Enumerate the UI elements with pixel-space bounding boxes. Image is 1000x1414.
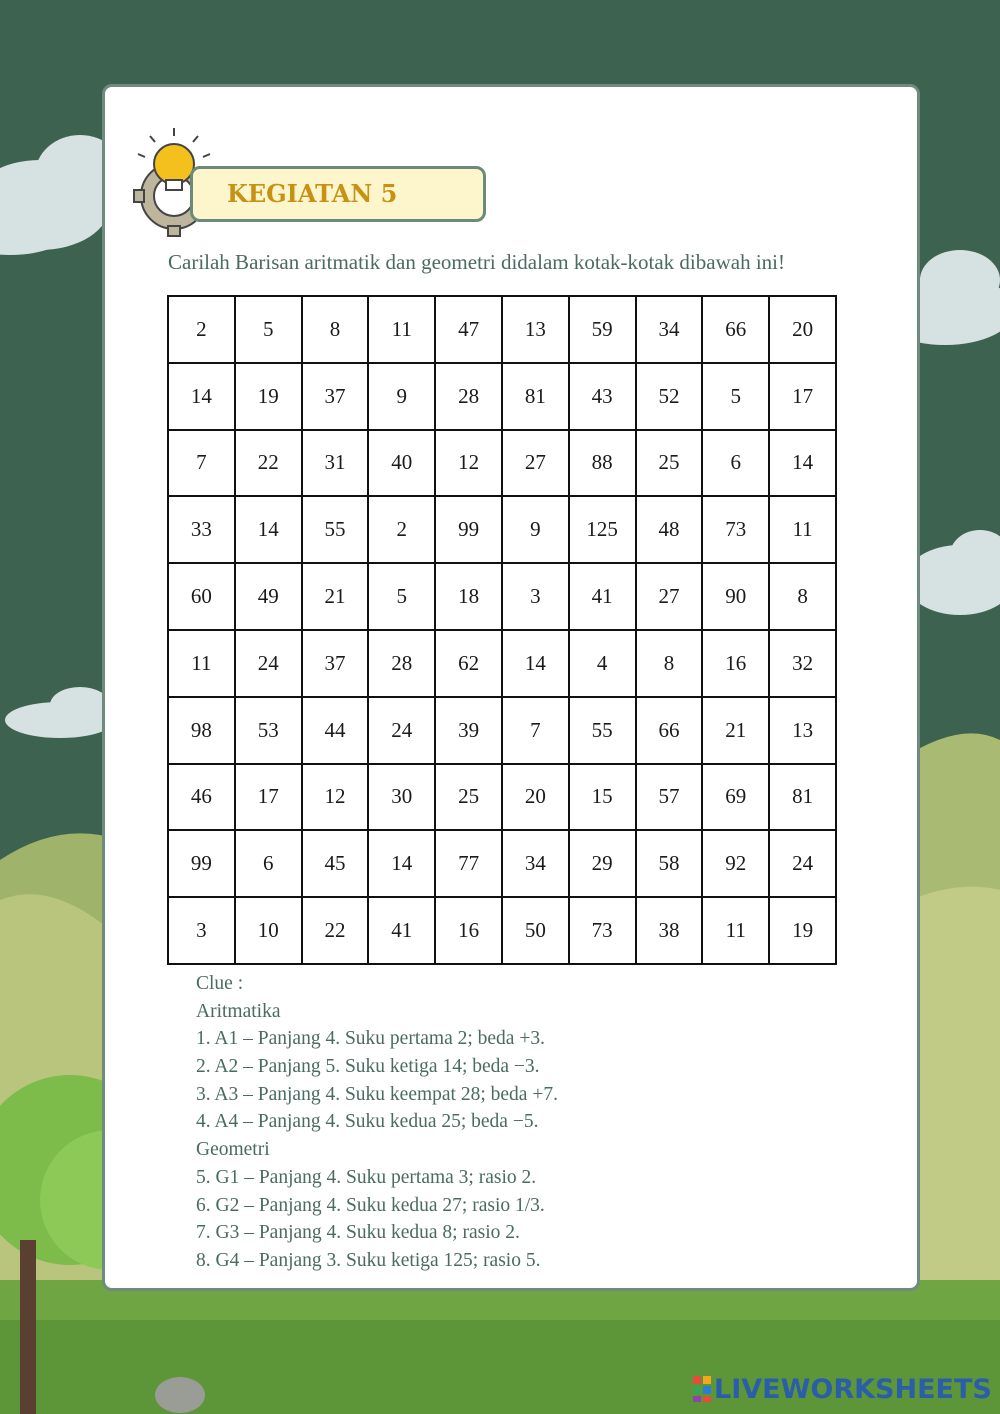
grid-cell[interactable]: 14 <box>235 496 302 563</box>
grid-cell[interactable]: 49 <box>235 563 302 630</box>
grid-row <box>168 630 836 697</box>
clue-item: 2. A2 – Panjang 5. Suku ketiga 14; beda −3. <box>196 1056 540 1078</box>
grid-cell[interactable]: 11 <box>702 897 769 964</box>
grid-cell[interactable]: 125 <box>569 496 636 563</box>
grid-row <box>168 496 836 563</box>
grid-cell[interactable]: 24 <box>368 697 435 764</box>
grid-cell[interactable]: 69 <box>702 764 769 831</box>
grid-row <box>168 830 836 897</box>
grid-cell[interactable]: 50 <box>502 897 569 964</box>
grid-cell[interactable]: 29 <box>569 830 636 897</box>
grid-cell[interactable]: 60 <box>168 563 235 630</box>
grid-cell[interactable]: 4 <box>569 630 636 697</box>
grid-cell[interactable]: 6 <box>702 430 769 497</box>
grid-cell[interactable]: 27 <box>502 430 569 497</box>
grid-cell[interactable]: 66 <box>636 697 703 764</box>
grid-cell[interactable]: 21 <box>302 563 369 630</box>
grid-cell[interactable]: 40 <box>368 430 435 497</box>
grid-cell[interactable]: 28 <box>368 630 435 697</box>
grid-cell[interactable]: 7 <box>168 430 235 497</box>
clue-item: 1. A1 – Panjang 4. Suku pertama 2; beda +3. <box>196 1028 545 1050</box>
clue-item: 5. G1 – Panjang 4. Suku pertama 3; rasio 2. <box>196 1166 537 1188</box>
arithmetic-heading: Aritmatika <box>196 1000 281 1022</box>
grid-cell[interactable]: 47 <box>435 296 502 363</box>
grid-cell[interactable]: 17 <box>235 764 302 831</box>
clue-section <box>196 970 816 1275</box>
grid-cell[interactable]: 34 <box>502 830 569 897</box>
grid-row <box>168 764 836 831</box>
grid-cell[interactable]: 52 <box>636 363 703 430</box>
grid-cell[interactable]: 37 <box>302 630 369 697</box>
grid-row <box>168 897 836 964</box>
grid-cell[interactable]: 22 <box>302 897 369 964</box>
grid-cell[interactable]: 90 <box>702 563 769 630</box>
grid-cell[interactable]: 88 <box>569 430 636 497</box>
grid-cell[interactable]: 13 <box>502 296 569 363</box>
grid-cell[interactable]: 14 <box>502 630 569 697</box>
grid-cell[interactable]: 11 <box>168 630 235 697</box>
brand-name: LIVEWORKSHEETS <box>714 1373 992 1405</box>
grid-row <box>168 296 836 363</box>
grid-cell[interactable]: 7 <box>502 697 569 764</box>
grid-cell[interactable]: 8 <box>769 563 836 630</box>
grid-cell[interactable]: 9 <box>368 363 435 430</box>
grid-cell[interactable]: 55 <box>302 496 369 563</box>
grid-cell[interactable]: 9 <box>502 496 569 563</box>
liveworksheets-logo[interactable] <box>692 1372 992 1406</box>
clue-item: 7. G3 – Panjang 4. Suku kedua 8; rasio 2. <box>196 1222 520 1244</box>
grid-cell[interactable]: 21 <box>702 697 769 764</box>
liveworksheets-mark-icon <box>692 1374 712 1404</box>
grid-cell[interactable]: 44 <box>302 697 369 764</box>
grid-row <box>168 697 836 764</box>
grid-cell[interactable]: 41 <box>569 563 636 630</box>
grid-cell[interactable]: 41 <box>368 897 435 964</box>
grid-cell[interactable]: 48 <box>636 496 703 563</box>
grid-cell[interactable]: 43 <box>569 363 636 430</box>
grid-cell[interactable]: 14 <box>168 363 235 430</box>
grid-cell[interactable]: 14 <box>769 430 836 497</box>
grid-cell[interactable]: 12 <box>435 430 502 497</box>
grid-cell[interactable]: 53 <box>235 697 302 764</box>
grid-cell[interactable]: 33 <box>168 496 235 563</box>
grid-cell[interactable]: 13 <box>769 697 836 764</box>
grid-cell[interactable]: 28 <box>435 363 502 430</box>
grid-cell[interactable]: 5 <box>235 296 302 363</box>
grid-cell[interactable]: 10 <box>235 897 302 964</box>
grid-cell[interactable]: 11 <box>769 496 836 563</box>
grid-cell[interactable]: 59 <box>569 296 636 363</box>
grid-cell[interactable]: 39 <box>435 697 502 764</box>
grid-cell[interactable]: 24 <box>235 630 302 697</box>
grid-cell[interactable]: 12 <box>302 764 369 831</box>
grid-cell[interactable]: 2 <box>168 296 235 363</box>
grid-cell[interactable]: 58 <box>636 830 703 897</box>
grid-cell[interactable]: 45 <box>302 830 369 897</box>
grid-cell[interactable]: 81 <box>769 764 836 831</box>
grid-cell[interactable]: 92 <box>702 830 769 897</box>
grid-cell[interactable]: 5 <box>368 563 435 630</box>
grid-cell[interactable]: 57 <box>636 764 703 831</box>
grid-cell[interactable]: 38 <box>636 897 703 964</box>
grid-cell[interactable]: 31 <box>302 430 369 497</box>
grid-cell[interactable]: 19 <box>769 897 836 964</box>
grid-cell[interactable]: 37 <box>302 363 369 430</box>
grid-cell[interactable]: 14 <box>368 830 435 897</box>
grid-cell[interactable]: 8 <box>636 630 703 697</box>
grid-row <box>168 430 836 497</box>
grid-cell[interactable]: 73 <box>702 496 769 563</box>
grid-cell[interactable]: 99 <box>435 496 502 563</box>
instruction-text: Carilah Barisan aritmatik dan geometri didalam kotak-kotak dibawah ini! <box>168 250 785 274</box>
number-grid <box>167 295 837 965</box>
grid-cell[interactable]: 19 <box>235 363 302 430</box>
grid-cell[interactable]: 5 <box>702 363 769 430</box>
grid-cell[interactable]: 2 <box>368 496 435 563</box>
grid-cell[interactable]: 16 <box>435 897 502 964</box>
grid-cell[interactable]: 73 <box>569 897 636 964</box>
grid-cell[interactable]: 16 <box>702 630 769 697</box>
activity-title: KEGIATAN 5 <box>227 179 398 208</box>
grid-row <box>168 363 836 430</box>
grid-row <box>168 563 836 630</box>
grid-cell[interactable]: 3 <box>168 897 235 964</box>
grid-cell[interactable]: 77 <box>435 830 502 897</box>
grid-cell[interactable]: 25 <box>636 430 703 497</box>
grid-cell[interactable]: 81 <box>502 363 569 430</box>
grid-cell[interactable]: 8 <box>302 296 369 363</box>
grid-cell[interactable]: 20 <box>502 764 569 831</box>
grid-cell[interactable]: 15 <box>569 764 636 831</box>
grid-cell[interactable]: 62 <box>435 630 502 697</box>
grid-cell[interactable]: 30 <box>368 764 435 831</box>
clue-item: 4. A4 – Panjang 4. Suku kedua 25; beda −5. <box>196 1111 539 1133</box>
grid-cell[interactable]: 3 <box>502 563 569 630</box>
clue-item: 3. A3 – Panjang 4. Suku keempat 28; beda +7. <box>196 1083 558 1105</box>
grid-cell[interactable]: 24 <box>769 830 836 897</box>
grid-cell[interactable]: 6 <box>235 830 302 897</box>
grid-cell[interactable]: 25 <box>435 764 502 831</box>
clue-heading: Clue : <box>196 973 244 994</box>
grid-cell[interactable]: 34 <box>636 296 703 363</box>
clue-item: 8. G4 – Panjang 3. Suku ketiga 125; rasio 5. <box>196 1249 541 1271</box>
grid-cell[interactable]: 18 <box>435 563 502 630</box>
clue-item: 6. G2 – Panjang 4. Suku kedua 27; rasio 1/3. <box>196 1194 545 1216</box>
grid-cell[interactable]: 20 <box>769 296 836 363</box>
grid-cell[interactable]: 99 <box>168 830 235 897</box>
geometric-heading: Geometri <box>196 1139 270 1161</box>
grid-cell[interactable]: 98 <box>168 697 235 764</box>
grid-cell[interactable]: 11 <box>368 296 435 363</box>
grid-cell[interactable]: 22 <box>235 430 302 497</box>
grid-cell[interactable]: 27 <box>636 563 703 630</box>
grid-cell[interactable]: 32 <box>769 630 836 697</box>
grid-cell[interactable]: 55 <box>569 697 636 764</box>
grid-cell[interactable]: 66 <box>702 296 769 363</box>
grid-cell[interactable]: 46 <box>168 764 235 831</box>
grid-cell[interactable]: 17 <box>769 363 836 430</box>
